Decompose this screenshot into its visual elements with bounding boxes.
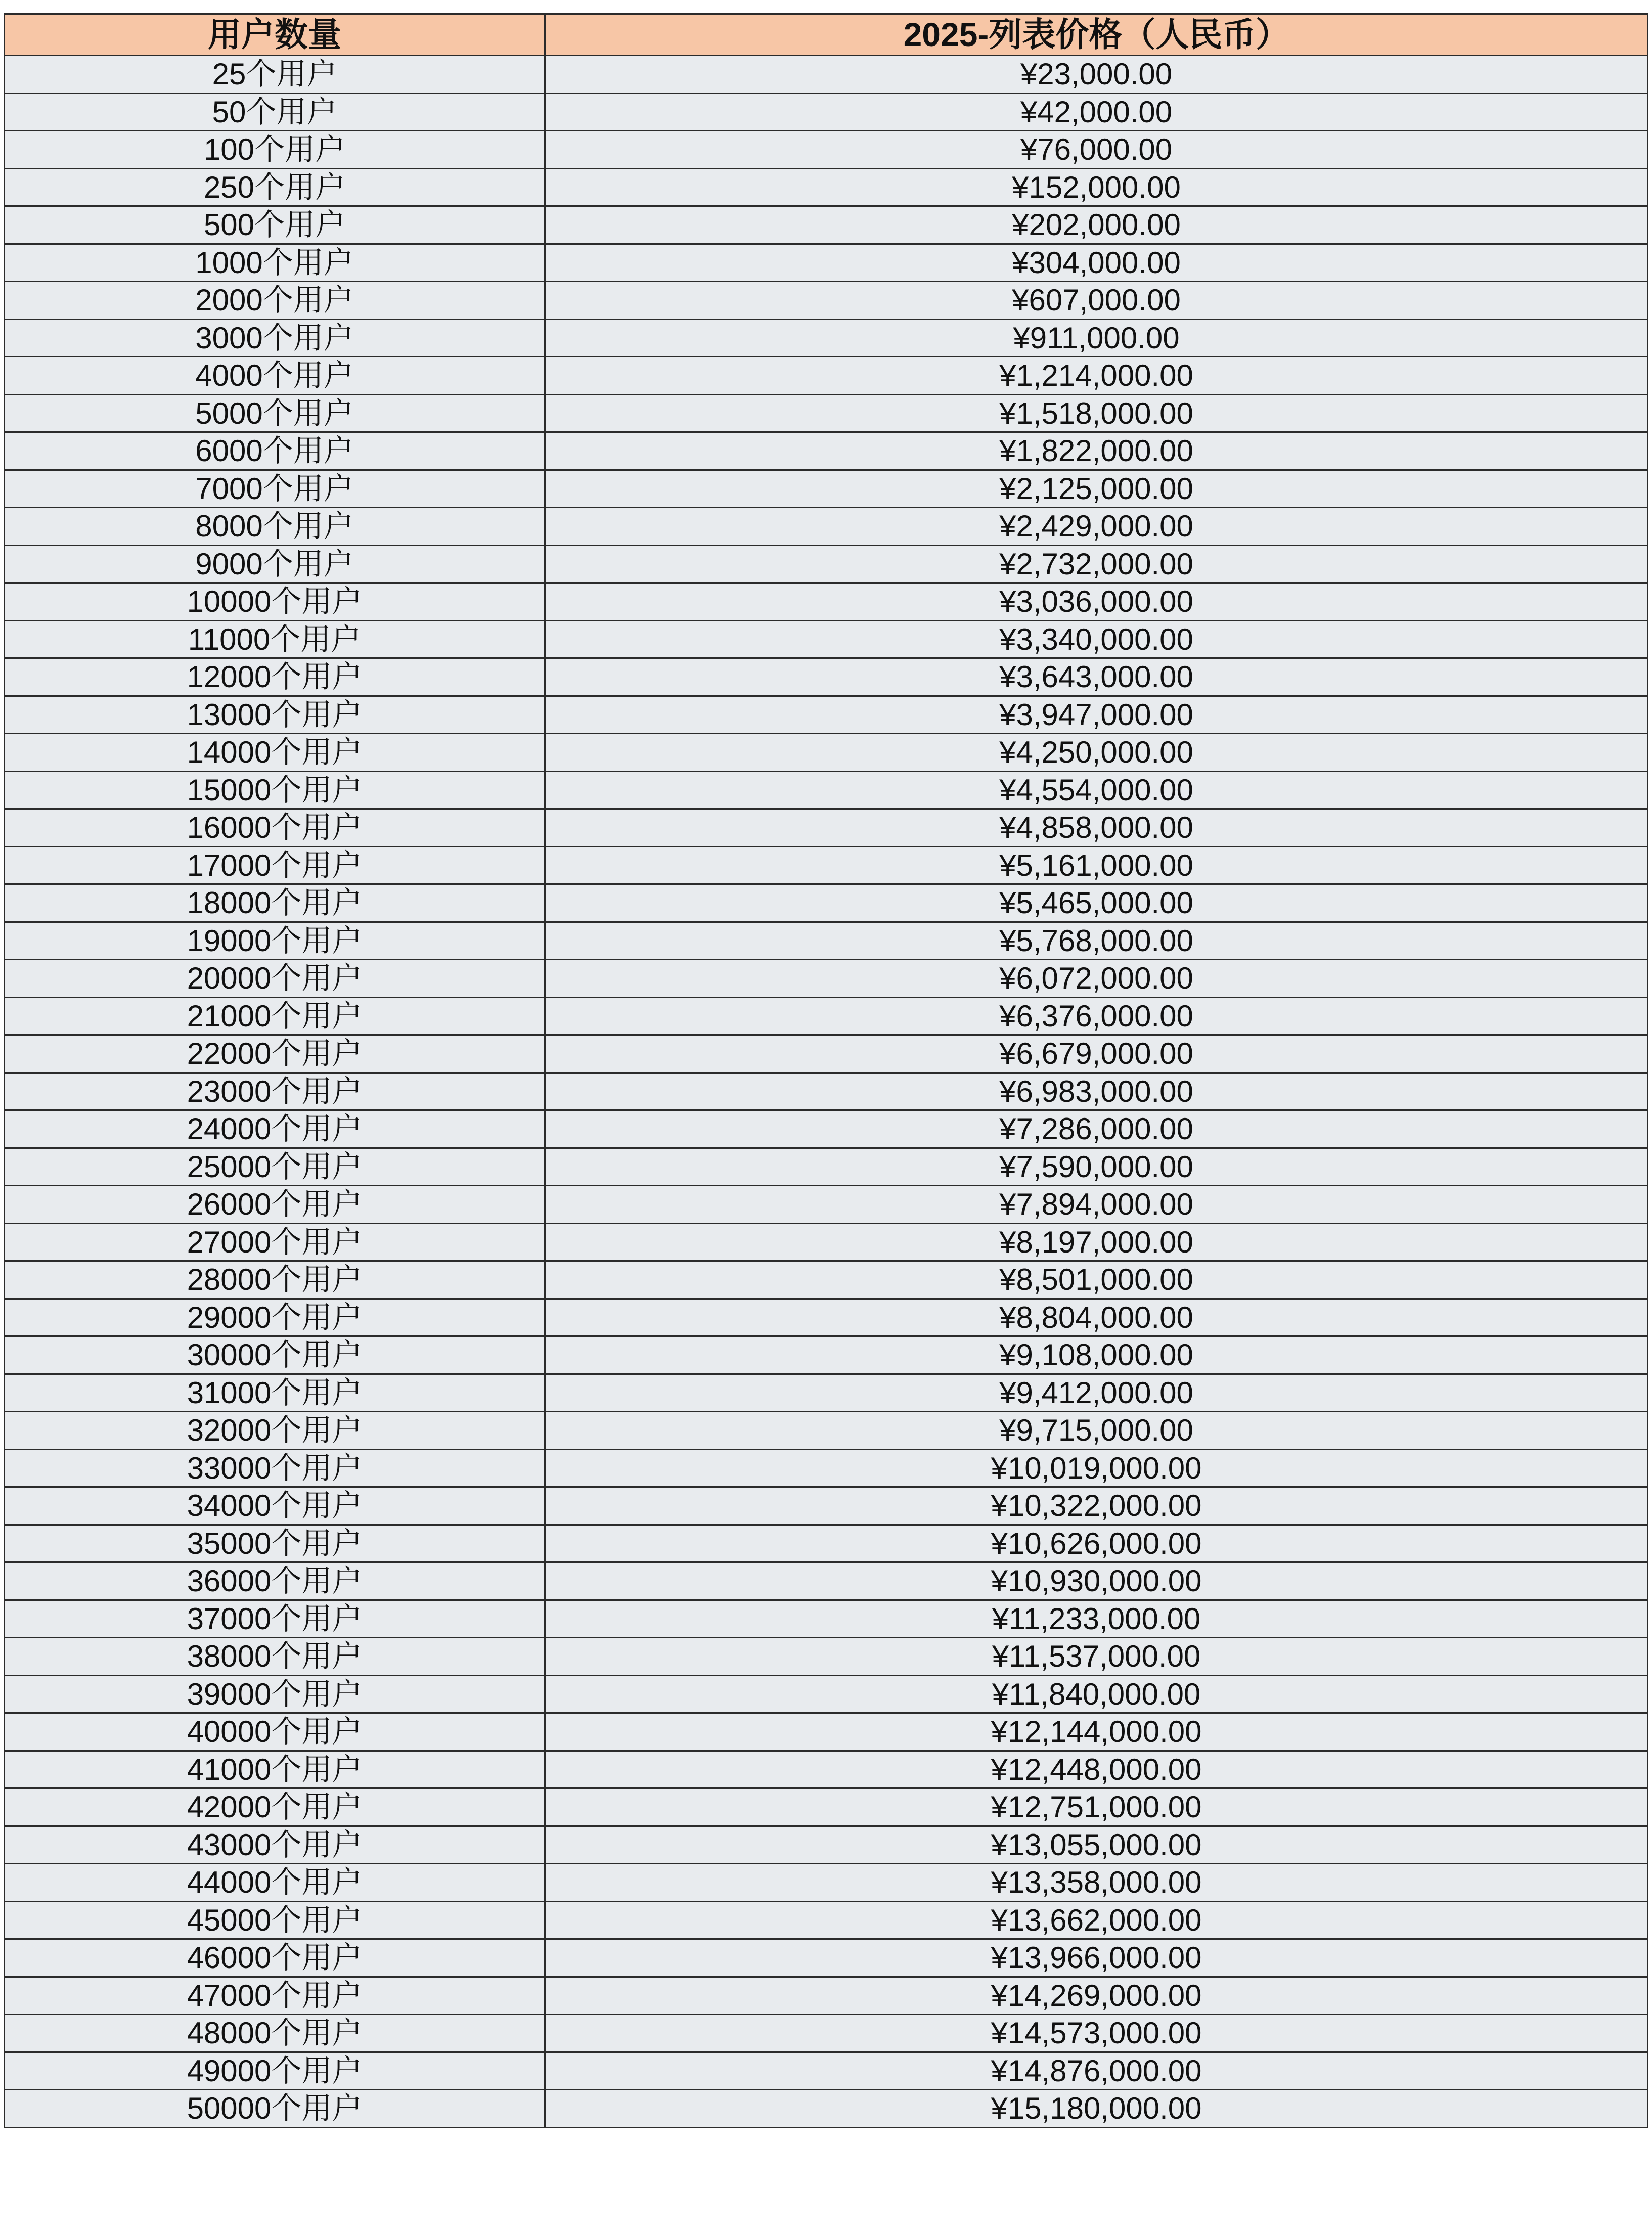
cell-user-count: 500个用户 xyxy=(5,206,545,244)
cell-list-price: ¥12,144,000.00 xyxy=(545,1713,1648,1751)
cell-list-price: ¥911,000.00 xyxy=(545,319,1648,357)
cell-user-count: 15000个用户 xyxy=(5,771,545,809)
cell-list-price: ¥6,072,000.00 xyxy=(545,960,1648,998)
cell-list-price: ¥4,250,000.00 xyxy=(545,734,1648,772)
cell-user-count: 25个用户 xyxy=(5,56,545,94)
header-list-price: 2025-列表价格（人民币） xyxy=(545,14,1648,56)
table-row xyxy=(5,1638,1648,1676)
table-row xyxy=(5,1374,1648,1412)
table-row xyxy=(5,1487,1648,1525)
cell-list-price: ¥11,537,000.00 xyxy=(545,1638,1648,1676)
cell-list-price: ¥14,876,000.00 xyxy=(545,2052,1648,2090)
cell-list-price: ¥14,573,000.00 xyxy=(545,2015,1648,2052)
cell-list-price: ¥9,715,000.00 xyxy=(545,1412,1648,1450)
cell-user-count: 29000个用户 xyxy=(5,1299,545,1336)
table-row xyxy=(5,583,1648,621)
cell-user-count: 50个用户 xyxy=(5,93,545,131)
table-row xyxy=(5,1788,1648,1826)
cell-list-price: ¥12,448,000.00 xyxy=(545,1751,1648,1788)
cell-user-count: 10000个用户 xyxy=(5,583,545,621)
table-row xyxy=(5,997,1648,1035)
cell-list-price: ¥10,019,000.00 xyxy=(545,1449,1648,1487)
cell-user-count: 24000个用户 xyxy=(5,1110,545,1148)
cell-list-price: ¥6,679,000.00 xyxy=(545,1035,1648,1073)
cell-list-price: ¥23,000.00 xyxy=(545,56,1648,94)
cell-list-price: ¥13,358,000.00 xyxy=(545,1864,1648,1902)
cell-user-count: 27000个用户 xyxy=(5,1223,545,1261)
table-row xyxy=(5,1713,1648,1751)
table-row xyxy=(5,620,1648,658)
table-row xyxy=(5,771,1648,809)
cell-list-price: ¥8,804,000.00 xyxy=(545,1299,1648,1336)
table-row xyxy=(5,922,1648,960)
cell-list-price: ¥13,662,000.00 xyxy=(545,1901,1648,1939)
cell-list-price: ¥3,340,000.00 xyxy=(545,620,1648,658)
table-row xyxy=(5,168,1648,206)
cell-user-count: 48000个用户 xyxy=(5,2015,545,2052)
cell-user-count: 30000个用户 xyxy=(5,1336,545,1374)
cell-user-count: 31000个用户 xyxy=(5,1374,545,1412)
table-row xyxy=(5,244,1648,282)
table-row xyxy=(5,1261,1648,1299)
header-user-count: 用户数量 xyxy=(5,14,545,56)
cell-user-count: 3000个用户 xyxy=(5,319,545,357)
cell-user-count: 41000个用户 xyxy=(5,1751,545,1788)
table-row xyxy=(5,2015,1648,2052)
table-row xyxy=(5,1412,1648,1450)
table-row xyxy=(5,1072,1648,1110)
cell-list-price: ¥6,376,000.00 xyxy=(545,997,1648,1035)
table-row xyxy=(5,696,1648,734)
cell-list-price: ¥2,429,000.00 xyxy=(545,508,1648,546)
cell-user-count: 19000个用户 xyxy=(5,922,545,960)
table-row xyxy=(5,658,1648,696)
cell-user-count: 2000个用户 xyxy=(5,282,545,320)
cell-user-count: 13000个用户 xyxy=(5,696,545,734)
cell-user-count: 33000个用户 xyxy=(5,1449,545,1487)
cell-list-price: ¥11,840,000.00 xyxy=(545,1675,1648,1713)
cell-list-price: ¥1,214,000.00 xyxy=(545,357,1648,395)
cell-user-count: 50000个用户 xyxy=(5,2090,545,2128)
table-row xyxy=(5,1562,1648,1600)
cell-user-count: 12000个用户 xyxy=(5,658,545,696)
header-row xyxy=(5,14,1648,56)
table-row xyxy=(5,809,1648,847)
cell-user-count: 36000个用户 xyxy=(5,1562,545,1600)
cell-list-price: ¥8,501,000.00 xyxy=(545,1261,1648,1299)
cell-list-price: ¥14,269,000.00 xyxy=(545,1977,1648,2015)
cell-list-price: ¥7,894,000.00 xyxy=(545,1186,1648,1224)
table-row xyxy=(5,1977,1648,2015)
cell-list-price: ¥10,930,000.00 xyxy=(545,1562,1648,1600)
cell-list-price: ¥304,000.00 xyxy=(545,244,1648,282)
table-row xyxy=(5,131,1648,169)
cell-list-price: ¥2,732,000.00 xyxy=(545,545,1648,583)
cell-user-count: 100个用户 xyxy=(5,131,545,169)
cell-user-count: 37000个用户 xyxy=(5,1600,545,1638)
cell-list-price: ¥5,161,000.00 xyxy=(545,846,1648,884)
cell-list-price: ¥7,286,000.00 xyxy=(545,1110,1648,1148)
cell-list-price: ¥76,000.00 xyxy=(545,131,1648,169)
price-table xyxy=(4,13,1648,2128)
cell-list-price: ¥5,768,000.00 xyxy=(545,922,1648,960)
cell-user-count: 1000个用户 xyxy=(5,244,545,282)
cell-list-price: ¥7,590,000.00 xyxy=(545,1148,1648,1186)
cell-user-count: 4000个用户 xyxy=(5,357,545,395)
cell-user-count: 22000个用户 xyxy=(5,1035,545,1073)
cell-list-price: ¥11,233,000.00 xyxy=(545,1600,1648,1638)
table-row xyxy=(5,884,1648,922)
cell-user-count: 45000个用户 xyxy=(5,1901,545,1939)
cell-list-price: ¥10,322,000.00 xyxy=(545,1487,1648,1525)
table-row xyxy=(5,1901,1648,1939)
cell-list-price: ¥3,036,000.00 xyxy=(545,583,1648,621)
cell-list-price: ¥3,947,000.00 xyxy=(545,696,1648,734)
cell-list-price: ¥6,983,000.00 xyxy=(545,1072,1648,1110)
cell-list-price: ¥13,966,000.00 xyxy=(545,1939,1648,1977)
table-row xyxy=(5,470,1648,508)
cell-user-count: 46000个用户 xyxy=(5,1939,545,1977)
cell-list-price: ¥1,518,000.00 xyxy=(545,394,1648,432)
table-row xyxy=(5,1939,1648,1977)
table-row xyxy=(5,1223,1648,1261)
table-row xyxy=(5,319,1648,357)
cell-user-count: 6000个用户 xyxy=(5,432,545,470)
cell-user-count: 250个用户 xyxy=(5,168,545,206)
table-row xyxy=(5,1864,1648,1902)
cell-list-price: ¥152,000.00 xyxy=(545,168,1648,206)
cell-user-count: 39000个用户 xyxy=(5,1675,545,1713)
cell-user-count: 16000个用户 xyxy=(5,809,545,847)
cell-user-count: 17000个用户 xyxy=(5,846,545,884)
cell-list-price: ¥8,197,000.00 xyxy=(545,1223,1648,1261)
table-row xyxy=(5,846,1648,884)
table-row xyxy=(5,394,1648,432)
cell-user-count: 8000个用户 xyxy=(5,508,545,546)
cell-user-count: 25000个用户 xyxy=(5,1148,545,1186)
cell-list-price: ¥42,000.00 xyxy=(545,93,1648,131)
cell-user-count: 20000个用户 xyxy=(5,960,545,998)
table-row xyxy=(5,282,1648,320)
table-header xyxy=(5,14,1648,56)
cell-user-count: 35000个用户 xyxy=(5,1525,545,1562)
cell-user-count: 14000个用户 xyxy=(5,734,545,772)
table-row xyxy=(5,1525,1648,1562)
cell-list-price: ¥5,465,000.00 xyxy=(545,884,1648,922)
table-row xyxy=(5,1110,1648,1148)
cell-user-count: 38000个用户 xyxy=(5,1638,545,1676)
table-row xyxy=(5,1035,1648,1073)
table-row xyxy=(5,56,1648,94)
cell-list-price: ¥9,412,000.00 xyxy=(545,1374,1648,1412)
cell-user-count: 28000个用户 xyxy=(5,1261,545,1299)
table-row xyxy=(5,93,1648,131)
cell-list-price: ¥2,125,000.00 xyxy=(545,470,1648,508)
table-row xyxy=(5,1449,1648,1487)
cell-list-price: ¥607,000.00 xyxy=(545,282,1648,320)
cell-list-price: ¥3,643,000.00 xyxy=(545,658,1648,696)
table-row xyxy=(5,432,1648,470)
table-row xyxy=(5,206,1648,244)
cell-user-count: 32000个用户 xyxy=(5,1412,545,1450)
cell-list-price: ¥202,000.00 xyxy=(545,206,1648,244)
table-row xyxy=(5,2090,1648,2128)
table-row xyxy=(5,1299,1648,1336)
table-row xyxy=(5,545,1648,583)
table-body xyxy=(5,56,1648,2128)
cell-user-count: 34000个用户 xyxy=(5,1487,545,1525)
cell-user-count: 47000个用户 xyxy=(5,1977,545,2015)
cell-list-price: ¥1,822,000.00 xyxy=(545,432,1648,470)
cell-user-count: 11000个用户 xyxy=(5,620,545,658)
cell-user-count: 18000个用户 xyxy=(5,884,545,922)
cell-user-count: 43000个用户 xyxy=(5,1826,545,1864)
cell-list-price: ¥9,108,000.00 xyxy=(545,1336,1648,1374)
table-row xyxy=(5,734,1648,772)
table-row xyxy=(5,1186,1648,1224)
cell-list-price: ¥12,751,000.00 xyxy=(545,1788,1648,1826)
table-row xyxy=(5,960,1648,998)
cell-list-price: ¥4,554,000.00 xyxy=(545,771,1648,809)
table-row xyxy=(5,1675,1648,1713)
cell-user-count: 44000个用户 xyxy=(5,1864,545,1902)
table-row xyxy=(5,1148,1648,1186)
table-row xyxy=(5,357,1648,395)
cell-user-count: 21000个用户 xyxy=(5,997,545,1035)
table-row xyxy=(5,508,1648,546)
cell-user-count: 23000个用户 xyxy=(5,1072,545,1110)
cell-user-count: 7000个用户 xyxy=(5,470,545,508)
table-row xyxy=(5,1751,1648,1788)
cell-user-count: 26000个用户 xyxy=(5,1186,545,1224)
cell-list-price: ¥13,055,000.00 xyxy=(545,1826,1648,1864)
cell-user-count: 5000个用户 xyxy=(5,394,545,432)
cell-list-price: ¥4,858,000.00 xyxy=(545,809,1648,847)
table-row xyxy=(5,1336,1648,1374)
table-row xyxy=(5,2052,1648,2090)
cell-user-count: 42000个用户 xyxy=(5,1788,545,1826)
cell-list-price: ¥15,180,000.00 xyxy=(545,2090,1648,2128)
cell-user-count: 9000个用户 xyxy=(5,545,545,583)
table-row xyxy=(5,1826,1648,1864)
table-row xyxy=(5,1600,1648,1638)
cell-user-count: 40000个用户 xyxy=(5,1713,545,1751)
cell-list-price: ¥10,626,000.00 xyxy=(545,1525,1648,1562)
cell-user-count: 49000个用户 xyxy=(5,2052,545,2090)
